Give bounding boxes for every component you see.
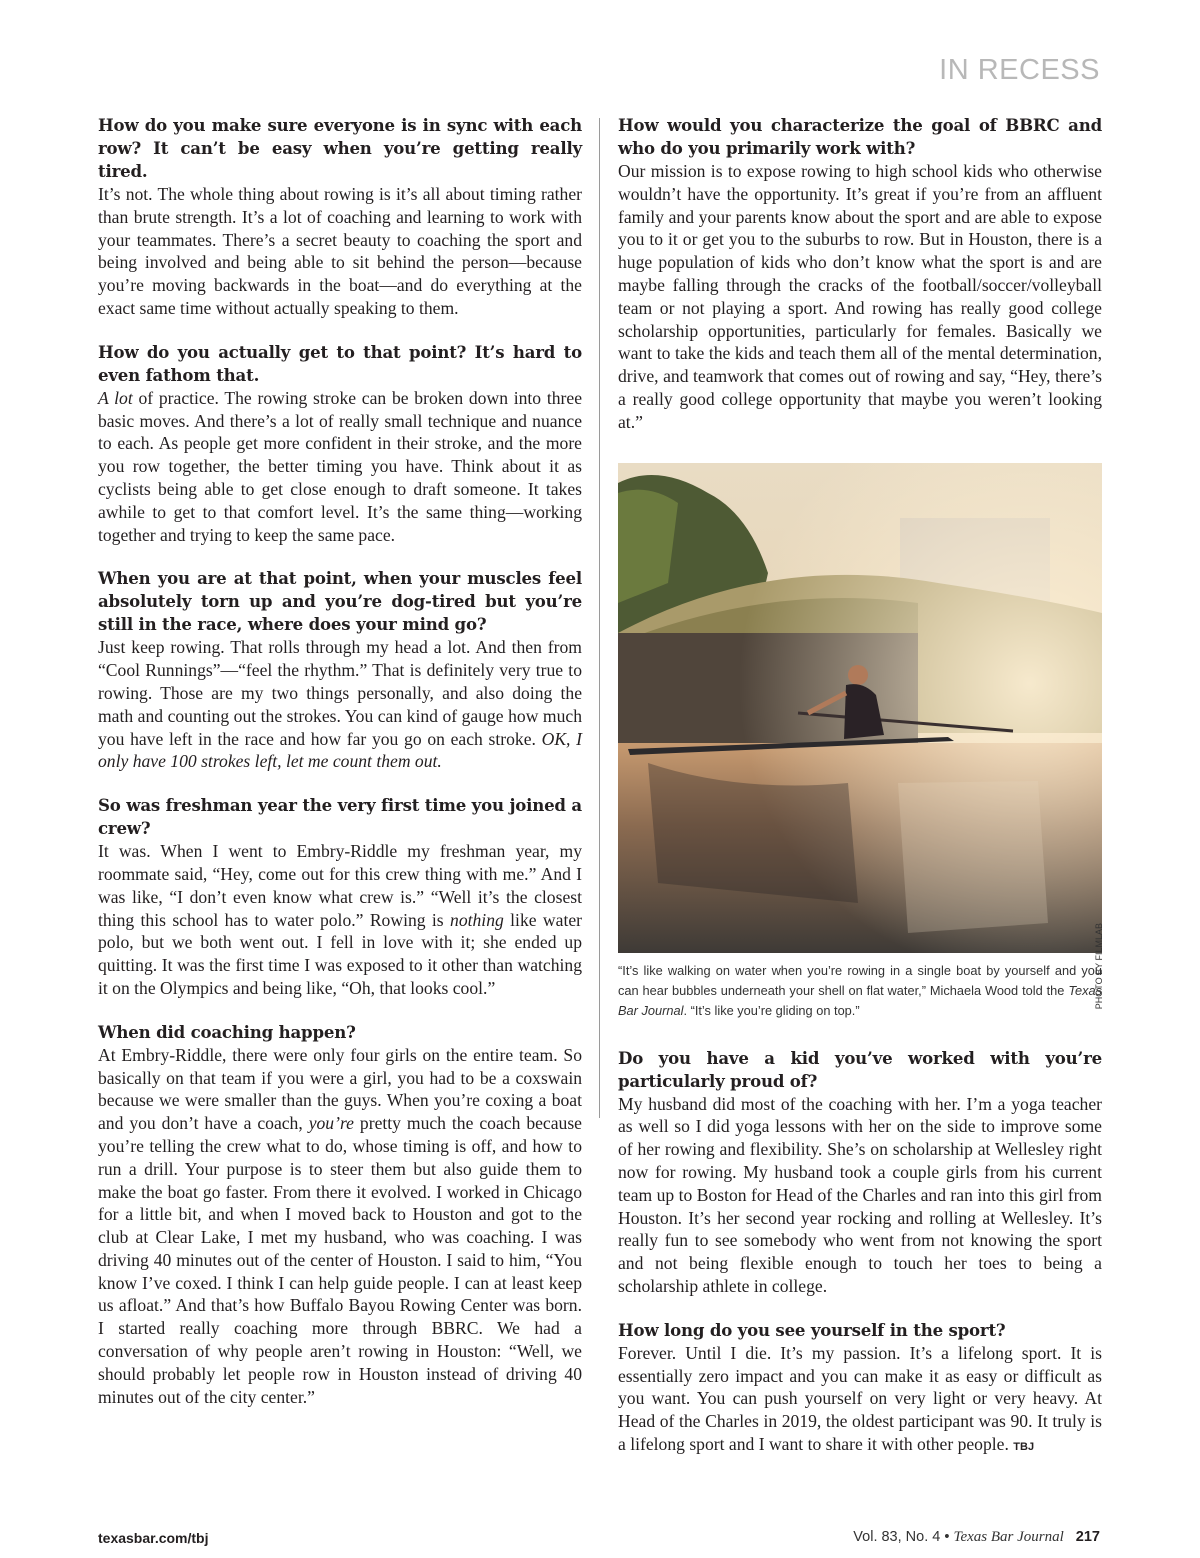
qa-block <box>98 794 582 1000</box>
text-run: pretty much the coach because you’re telling the crew what to do, whose timing is off, and how to run a drill. Your purpose is to steer them but also guide them to make the boat go faster. From there it evolved. I worked in Chicago for a little bit, and when I moved back to Houston and got to the club at Clear Lake, I met my husband, who was coaching. I was driving 40 minutes out of the center of Houston. I said to him, “You know I’ve coxed. I think I can help guide people. I can at least keep us afloat.” And that’s how Buffalo Bayou Rowing Center was born. I started really coaching more through BBRC. We had a conversation of why people aren’t rowing in Houston: “Well, we should probably let people row in Houston instead of driving 40 minutes out of the city center.” <box>98 1113 582 1407</box>
italic-text: nothing <box>450 909 504 930</box>
footer-folio <box>853 1529 1100 1546</box>
text-run: My husband did most of the coaching with her. I’m a yoga teacher as well so I did yoga lessons with her on the side to improve some of her rowing and flexibility. She’s on scholarship at Wellesley right now for rowing. My husband took a couple girls from his current team up to Boston for Head of the Charles and ran into this girl from Houston. It’s her second year rocking and rolling at Wellesley. It’s really fun to see somebody who went from not knowing the sport and not being flexible enough to touch her toes to being a scholarship athlete in college. <box>618 1093 1102 1296</box>
footer-url[interactable]: texasbar.com/tbj <box>98 1530 209 1546</box>
footer-bullet: • <box>944 1529 950 1545</box>
italic-text: you’re <box>308 1113 354 1134</box>
right-column <box>618 114 1102 1480</box>
qa-block <box>98 1021 582 1409</box>
qa-block <box>618 1047 1102 1298</box>
right-top-qa <box>618 114 1102 434</box>
italic-text: A lot <box>98 387 133 408</box>
answer <box>98 840 582 1000</box>
photo-caption <box>618 961 1102 1021</box>
qa-block <box>98 341 582 547</box>
question: When did coaching happen? <box>98 1021 356 1042</box>
footer-volume: Vol. 83, No. 4 <box>853 1529 941 1545</box>
text-run: Just keep rowing. That rolls through my head a lot. And then from “Cool Runnings”—“feel the rhythm.” That is definitely very true to rowing. Those are my two things personally, and also doing the math and counting out the strokes. You can kind of gauge how much you have left in the race and how far you go on each stroke. <box>98 637 582 749</box>
italic-text: Texas Bar Journal <box>618 982 1102 1018</box>
question: So was freshman year the very first time you joined a crew? <box>98 795 582 839</box>
page-number: 217 <box>1075 1529 1100 1545</box>
text-run: Our mission is to expose rowing to high school kids who otherwise wouldn’t have the opportunity. It’s great if you’re from an affluent family and your parents know about the sport and are able to expose you to it or get you to the suburbs to row. But in Houston, there is a huge population of kids who don’t know what the sport is and are maybe falling through the cracks of the football/soccer/volleyball team or not playing a sport. And rowing has really good college scholarship opportunities, particularly for females. Basically we want to take the kids and teach them all of the mental determination, drive, and teamwork that comes out of rowing and say, “Hey, there’s a really good college opportunity that maybe you weren’t looking at.” <box>618 161 1102 432</box>
text-run: It’s not. The whole thing about rowing is it’s all about timing rather than brute strength. It’s a lot of coaching and learning to work with your teammates. There’s a secret beauty to coaching the sport and being involved and being able to sit behind the person—because you’re moving backwards in the boat—and do everything at the exact same time without actually speaking to them. <box>98 184 582 318</box>
section-label: IN RECESS <box>939 54 1100 86</box>
answer <box>98 1044 582 1409</box>
answer <box>98 183 582 320</box>
question: Do you have a kid you’ve worked with you’re particularly proud of? <box>618 1047 1102 1091</box>
answer <box>98 387 582 547</box>
question: How do you actually get to that point? It’s hard to even fathom that. <box>98 341 582 385</box>
answer <box>98 636 582 773</box>
text-run: of practice. The rowing stroke can be broken down into three basic moves. And there’s a lot of really small technique and nuance to each. As people get more confident in their stroke, and the more you row together, the better timing you have. Think about it as cyclists being able to get close enough to draft someone. It takes awhile to get to that comfort level. It’s the same thing—working together and trying to keep the same pace. <box>98 387 582 545</box>
answer <box>618 1093 1102 1298</box>
footer-journal: Texas Bar Journal <box>953 1529 1064 1545</box>
text-run: It was. When I went to Embry-Riddle my freshman year, my roommate said, “Hey, come out for this crew thing with me.” And I was like, “I don’t even know what crew is.” “Well it’s the closest thing this school has to water polo.” Rowing is <box>98 841 582 930</box>
question: How do you make sure everyone is in sync with each row? It can’t be easy when you’re getting really tired. <box>98 115 582 181</box>
qa-block <box>618 114 1102 434</box>
right-bottom-qa <box>618 1047 1102 1459</box>
answer <box>618 160 1102 434</box>
italic-text: OK, I only have 100 strokes left, let me count them out. <box>98 728 582 772</box>
text-run: . “It’s like you’re gliding on top.” <box>683 1002 860 1018</box>
qa-block <box>98 114 582 320</box>
question: How would you characterize the goal of BBRC and who do you primarily work with? <box>618 115 1102 158</box>
text-run: Forever. Until I die. It’s my passion. It’s a lifelong sport. It is essentially zero impact and you can make it as easy or difficult as you want. You can push yourself on very light or very heavy. At Head of the Charles in 2019, the oldest participant was 90. It truly is a lifelong sport and I want to share it with other people. <box>618 1342 1102 1454</box>
answer <box>618 1342 1102 1459</box>
rowing-photo-illustration <box>618 463 1102 953</box>
question: When you are at that point, when your muscles feel absolutely torn up and you’re dog-tired but you’re still in the race, where does your mind go? <box>98 568 582 635</box>
question: How long do you see yourself in the sport? <box>618 1319 1006 1340</box>
qa-block <box>618 1319 1102 1459</box>
column-divider <box>599 118 600 1118</box>
text-run: like water polo, but we both went out. I fell in love with it; she ended up quitting. It was the first time I was exposed to it other than watching it on the Olympics and being like, “Oh, that looks cool.” <box>98 909 582 998</box>
qa-block <box>98 567 582 773</box>
text-run: “It’s like walking on water when you’re rowing in a single boat by yourself and you can hear bubbles underneath your shell on flat water,” Michaela Wood told the <box>618 962 1102 998</box>
tbj-end-mark: TBJ <box>1013 1440 1035 1453</box>
left-column <box>98 114 582 1429</box>
text-run: At Embry-Riddle, there were only four girls on the entire team. So basically on that team if you were a girl, you had to be a coxswain because we were smaller than the guys. When you’re coxing a boat and you don’t have a coach, <box>98 1044 582 1134</box>
photo-credit: PHOTO BY FILMLAB <box>1094 922 1104 1009</box>
